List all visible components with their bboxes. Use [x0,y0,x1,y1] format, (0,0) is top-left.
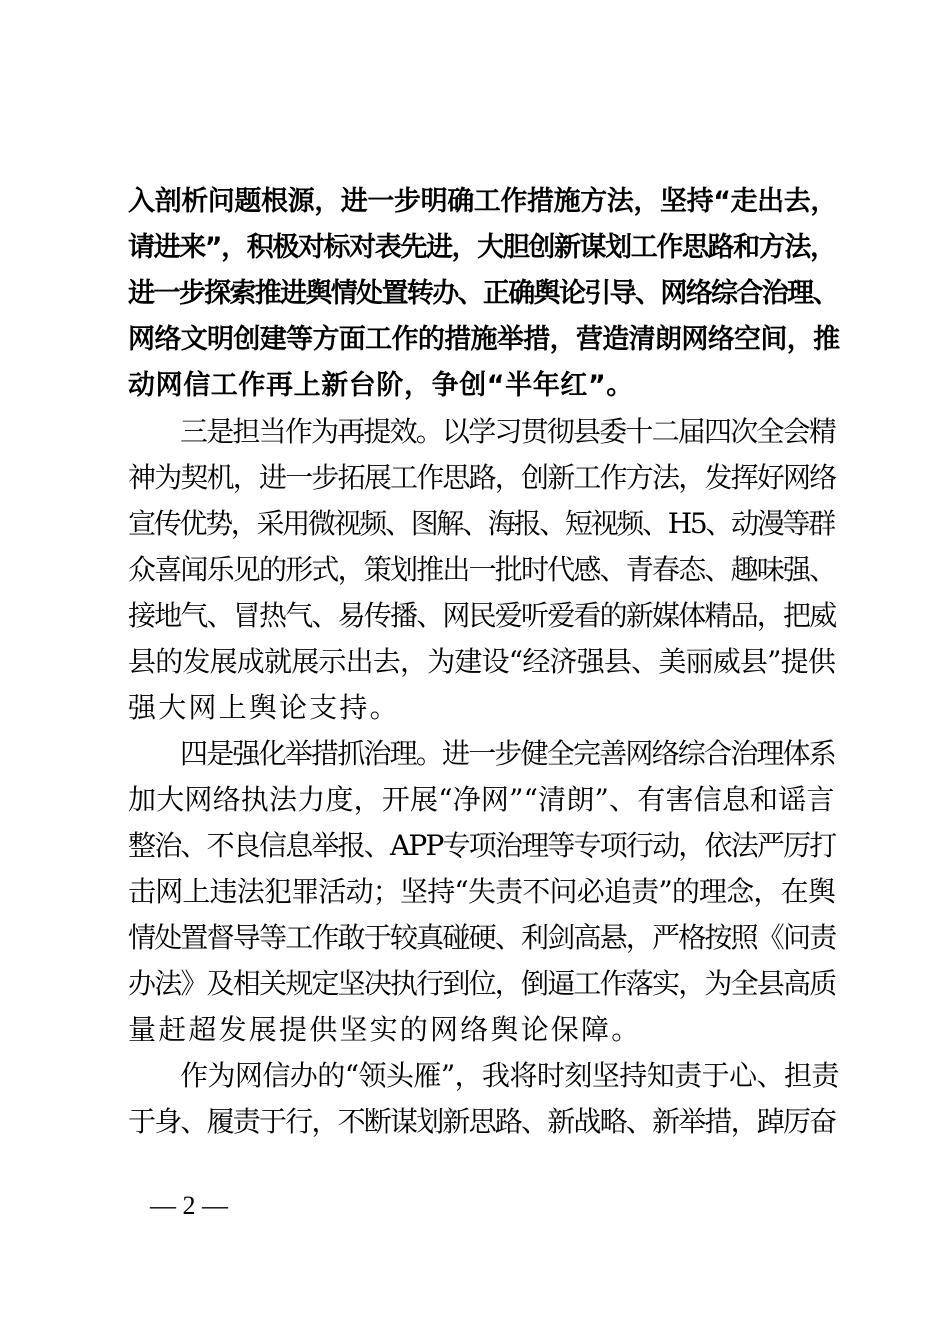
intro-line-3: 进一步探索推进舆情处置转办、正确舆论引导、网络综合治理、 [128,278,838,309]
p5-line-2: 于身、履责于行，不断谋划新思路、新战略、新举措，踔厉奋 [128,1105,836,1138]
p3-line-4: 众喜闻乐见的形式，策划推出一批时代感、青春态、趣味强、 [128,553,836,586]
p4-line-1: 四是强化举措抓治理。进一步健全完善网络综合治理体系 [180,737,836,770]
p3-line-6: 县的发展成就展示出去，为建设“经济强县、美丽威县”提供 [128,645,836,678]
p4-line-2: 加大网络执法力度，开展“净网”“清朗”、有害信息和谣言 [128,783,835,816]
p3-line-3: 宣传优势，采用微视频、图解、海报、短视频、H5、动漫等群 [128,507,834,540]
intro-line-4: 网络文明创建等方面工作的措施举措，营造清朗网络空间，推 [128,324,840,355]
p3-line-7: 强大网上舆论支持。 [128,691,400,724]
p3-line-1: 三是担当作为再提效。以学习贯彻县委十二届四次全会精 [180,415,836,448]
p4-line-5: 情处置督导等工作敢于较真碰硬、利剑高悬，严格按照《问责 [128,921,836,954]
p4-line-7: 量赶超发展提供坚实的网络舆论保障。 [128,1013,642,1046]
p4-line-3: 整治、不良信息举报、APP专项治理等专项行动，依法严厉打 [128,829,836,862]
p4-line-4: 击网上违法犯罪活动；坚持“失责不问必追责”的理念，在舆 [128,875,836,908]
intro-line-1: 入剖析问题根源，进一步明确工作措施方法，坚持“走出去， [128,186,837,217]
intro-line-5: 动网信工作再上新台阶，争创“半年红”。 [128,370,634,401]
intro-line-2: 请进来”，积极对标对表先进，大胆创新谋划工作思路和方法， [128,232,836,263]
p3-line-2: 神为契机，进一步拓展工作思路，创新工作方法，发挥好网络 [128,461,836,494]
p3-line-5: 接地气、冒热气、易传播、网民爱听爱看的新媒体精品，把威 [128,599,836,632]
p4-line-6: 办法》及相关规定坚决执行到位，倒逼工作落实，为全县高质 [128,967,836,1000]
page-number: — 2 — [150,1191,228,1220]
p5-line-1: 作为网信办的“领头雁”，我将时刻坚持知责于心、担责 [180,1059,839,1092]
